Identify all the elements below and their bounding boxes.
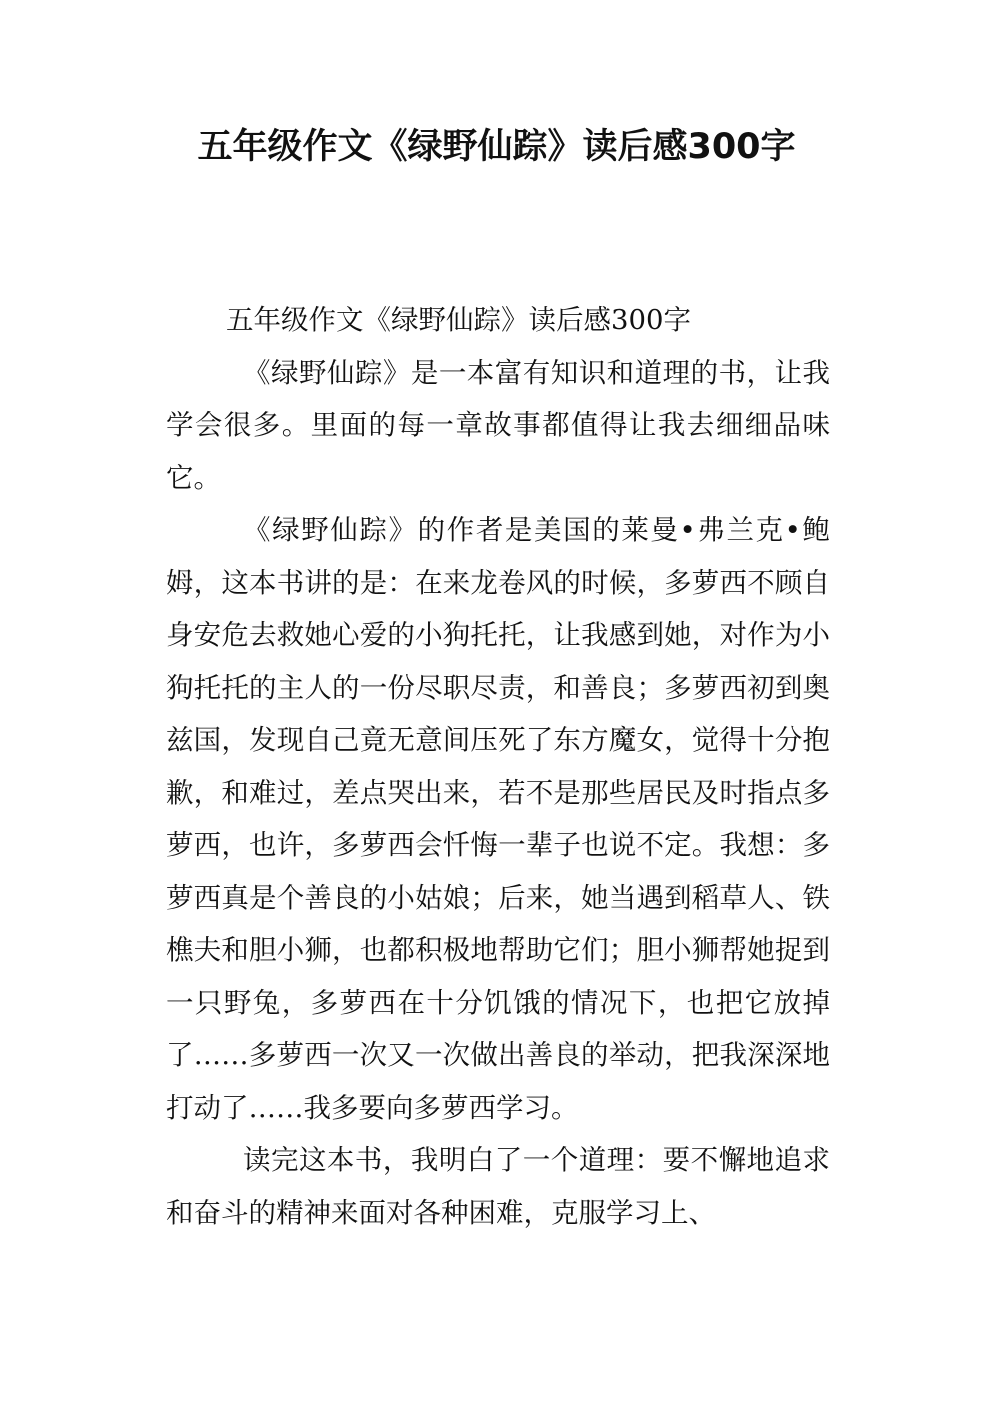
document-body [166,294,830,1239]
document-title: 五年级作文《绿野仙踪》读后感300字 [197,127,796,167]
document-subtitle: 五年级作文《绿野仙踪》读后感300字 [226,304,691,336]
paragraph-lesson: 读完这本书，我明白了一个道理：要不懈地追求和奋斗的精神来面对各种困难，克服学习上、 [166,1144,830,1229]
paragraph-intro: 《绿野仙踪》是一本富有知识和道理的书，让我学会很多。里面的每一章故事都值得让我去细细品味它。 [166,356,830,494]
paragraph-story: 《绿野仙踪》的作者是美国的莱曼•弗兰克•鲍姆，这本书讲的是：在来龙卷风的时候，多萝西不顾自身安危去救她心爱的小狗托托，让我感到她，对作为小狗托托的主人的一份尽职尽责，和善良；多萝西初到奥兹国，发现自己竟无意间压死了东方魔女，觉得十分抱歉，和难过，差点哭出来，若不是那些居民及时指点多萝西，也许，多萝西会忏悔一辈子也说不定。我想：多萝西真是个善良的小姑娘；后来，她当遇到稻草人、铁樵夫和胆小狮，也都积极地帮助它们；胆小狮帮她捉到一只野兔，多萝西在十分饥饿的情况下，也把它放掉了……多萝西一次又一次做出善良的举动，把我深深地打动了……我多要向多萝西学习。 [166,514,830,1124]
